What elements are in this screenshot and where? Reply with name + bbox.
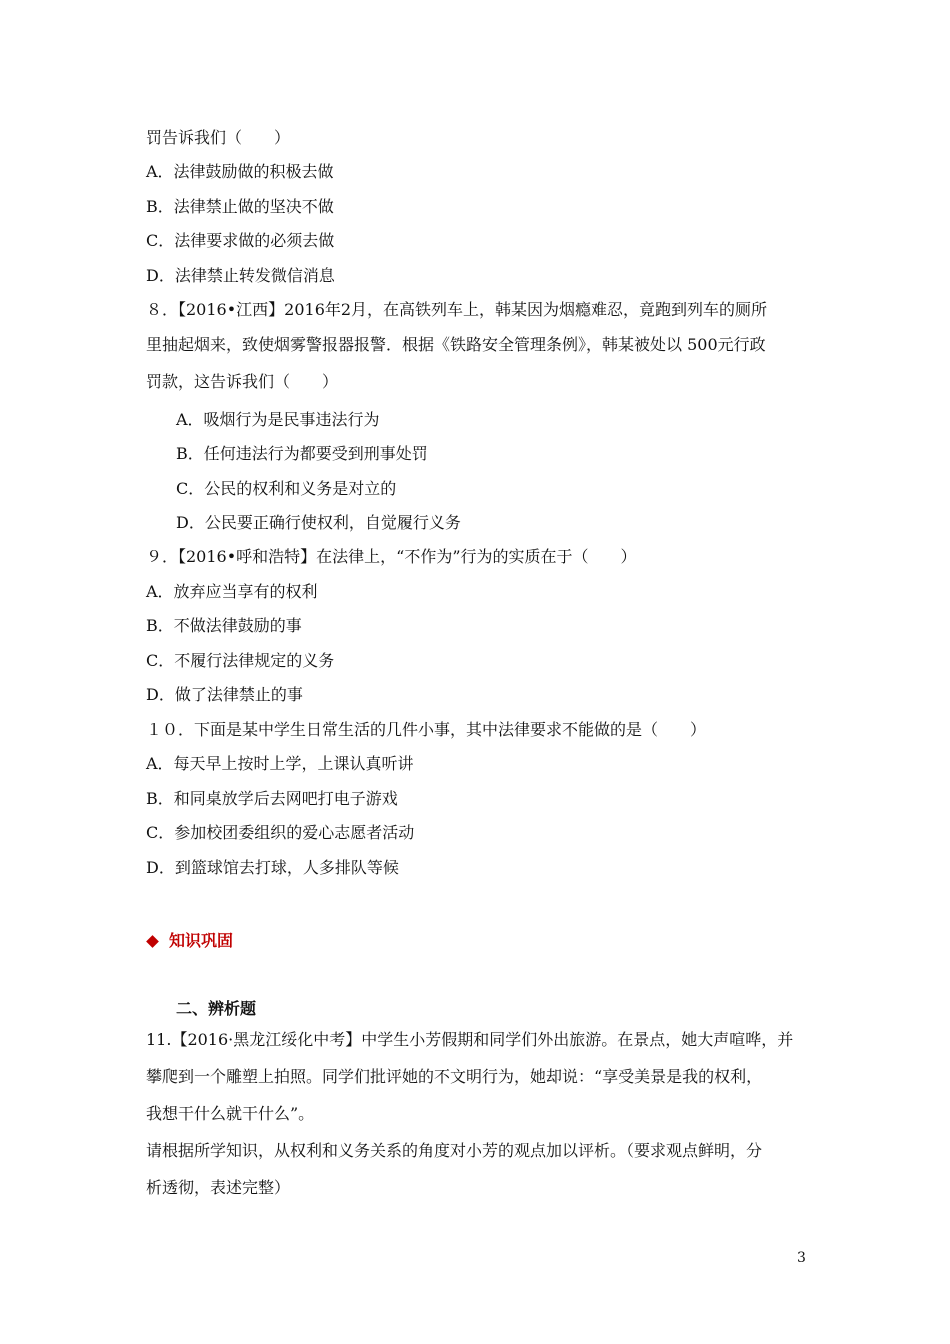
q8-stem-line-1: ８．【2016•江西】2016年2月，在高铁列车上，韩某因为烟瘾难忍，竟跑到列车的厕所 [146, 300, 768, 319]
page-number: 3 [797, 1250, 806, 1266]
q10-stem: １０．下面是某中学生日常生活的几件小事，其中法律要求不能做的是（ ） [146, 720, 707, 739]
q9-option-a: A．放弃应当享有的权利 [146, 582, 318, 601]
q11-line-2: 攀爬到一个雕塑上拍照。同学们批评她的不文明行为，她却说：“享受美景是我的权利， [146, 1067, 763, 1086]
q10-option-c: C．参加校团委组织的爱心志愿者活动 [146, 823, 415, 842]
diamond-bullet-icon [146, 935, 159, 948]
q8-stem-line-2: 里抽起烟来，致使烟雾警报器报警．根据《铁路安全管理条例》，韩某被处以 500元行政 [146, 335, 766, 354]
q11-line-5: 析透彻，表述完整） [146, 1178, 291, 1197]
q9-option-d: D．做了法律禁止的事 [146, 685, 303, 704]
q8-option-d: D．公民要正确行使权利，自觉履行义务 [176, 513, 461, 532]
q11-line-1: 11.【2016·黑龙江绥化中考】中学生小芳假期和同学们外出旅游。在景点，她大声喧哗，并 [146, 1030, 794, 1049]
q10-option-d: D．到篮球馆去打球，人多排队等候 [146, 858, 399, 877]
q10-option-a: A．每天早上按时上学，上课认真听讲 [146, 754, 414, 773]
q7-option-d: D．法律禁止转发微信消息 [146, 266, 335, 285]
q10-option-b: B．和同桌放学后去网吧打电子游戏 [146, 789, 398, 808]
section-title: 知识巩固 [169, 931, 234, 950]
q9-option-c: C．不履行法律规定的义务 [146, 651, 335, 670]
q7-stem-tail: 罚告诉我们（ ） [146, 128, 291, 147]
q8-option-b: B．任何违法行为都要受到刑事处罚 [176, 444, 428, 463]
q8-stem-line-3: 罚款，这告诉我们（ ） [146, 372, 339, 391]
q7-option-a: A．法律鼓励做的积极去做 [146, 162, 334, 181]
part-two-title: 二、辨析题 [176, 999, 257, 1018]
q9-option-b: B．不做法律鼓励的事 [146, 616, 302, 635]
q7-option-c: C．法律要求做的必须去做 [146, 231, 335, 250]
q7-option-b: B．法律禁止做的坚决不做 [146, 197, 334, 216]
section-heading [146, 928, 233, 951]
q11-line-4: 请根据所学知识，从权利和义务关系的角度对小芳的观点加以评析。（要求观点鲜明，分 [146, 1141, 763, 1160]
q11-line-3: 我想干什么就干什么”。 [146, 1104, 315, 1123]
q9-stem: ９．【2016•呼和浩特】在法律上，“不作为”行为的实质在于（ ） [146, 547, 637, 566]
q8-option-a: A．吸烟行为是民事违法行为 [176, 410, 380, 429]
q8-option-c: C．公民的权利和义务是对立的 [176, 479, 397, 498]
